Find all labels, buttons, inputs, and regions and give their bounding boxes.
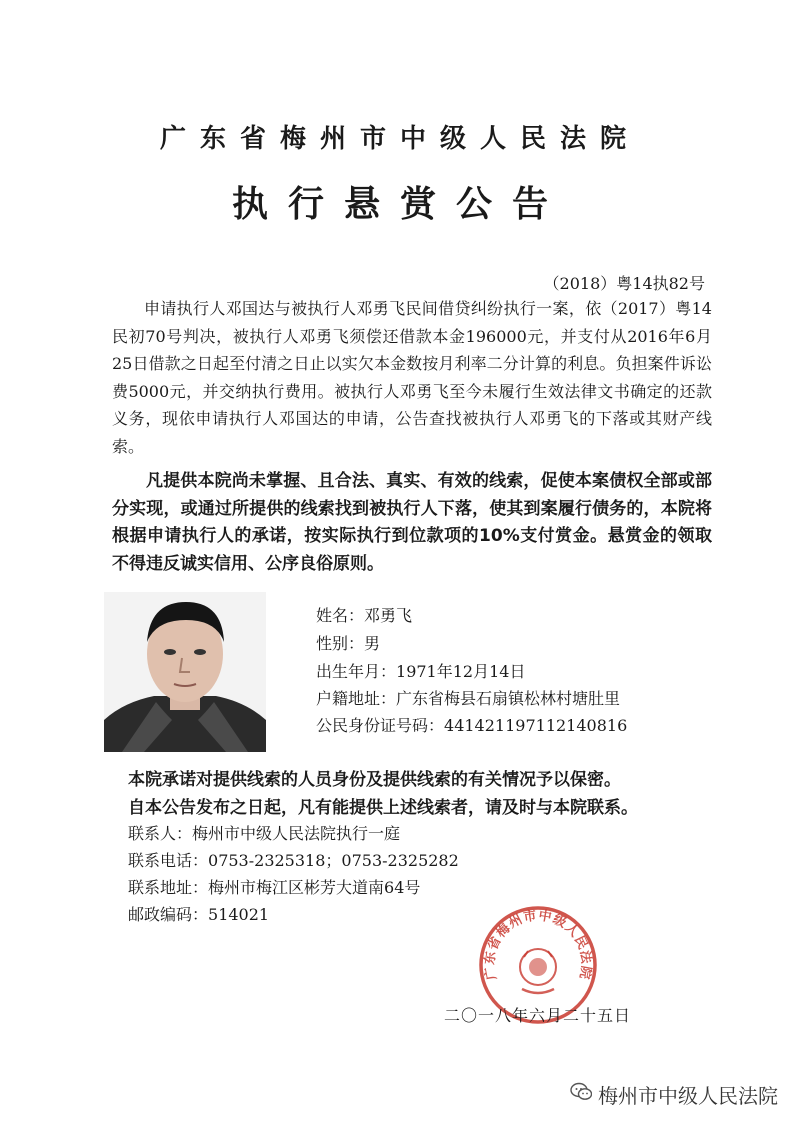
court-name: 广东省梅州市中级人民法院 (159, 124, 640, 154)
id-label: 公民身份证号码： (316, 716, 445, 735)
person-gender-row (316, 631, 380, 654)
person-id-row (316, 713, 627, 736)
gender-label: 性别： (316, 634, 365, 653)
contact-address: 梅州市梅江区彬芳大道南64号 (208, 878, 421, 897)
wechat-icon (570, 1082, 592, 1107)
case-number: （2018）粤14执82号 (543, 274, 705, 293)
watermark-text: 梅州市中级人民法院 (598, 1084, 778, 1108)
contact-address-label: 联系地址： (128, 878, 209, 897)
postcode-label: 邮政编码： (128, 905, 209, 924)
contact-address-row (128, 875, 420, 898)
address-label: 户籍地址： (316, 689, 397, 708)
person-gender: 男 (364, 634, 381, 653)
wechat-watermark (570, 1080, 778, 1109)
postcode: 514021 (208, 905, 270, 924)
person-id-number: 441421197112140816 (444, 716, 628, 735)
person-dob: 1971年12月14日 (396, 662, 526, 681)
contact-person: 梅州市中级人民法院执行一庭 (192, 824, 401, 843)
case-paragraph: 申请执行人邓国达与被执行人邓勇飞民间借贷纠纷执行一案，依（2017）粤14民初70号判决，被执行人邓勇飞须偿还借款本金196000元，并支付从2016年6月25日借款之日起至付清之日止以实欠本金数按月利率二分计算的利息。负担案件诉讼费5000元，并交纳执行费用。被执行人邓勇飞至今未履行生效法律文书确定的还款义务，现依申请执行人邓国达的申请，公告查找被执行人邓勇飞的下落或其财产线索。 (112, 299, 712, 456)
svg-text:广东省梅州市中级人民法院: 广东省梅州市中级人民法院 (482, 908, 594, 982)
person-address-row (316, 686, 620, 709)
person-address: 广东省梅县石扇镇松林村塘肚里 (396, 689, 621, 708)
dob-label: 出生年月： (316, 662, 397, 681)
postcode-row (128, 902, 269, 925)
person-name-row (316, 603, 412, 626)
person-name: 邓勇飞 (364, 606, 413, 625)
contact-phone-row (128, 848, 459, 871)
contact-call: 自本公告发布之日起，凡有能提供上述线索者，请及时与本院联系。 (128, 798, 638, 818)
contact-phone-label: 联系电话： (128, 851, 209, 870)
notice-title: 执行悬赏公告 (231, 183, 568, 225)
person-dob-row (316, 659, 525, 682)
person-photo (104, 592, 266, 752)
reward-paragraph: 凡提供本院尚未掌握、且合法、真实、有效的线索，促使本案债权全部或部分实现，或通过所提供的线索找到被执行人下落，使其到案履行债务的，本院将根据申请执行人的承诺，按实际执行到位款项的10%支付赏金。悬赏金的领取不得违反诚实信用、公序良俗原则。 (112, 471, 712, 574)
contact-person-row (128, 821, 400, 844)
contact-phone: 0753-2325318；0753-2325282 (208, 851, 459, 870)
confidentiality-pledge: 本院承诺对提供线索的人员身份及提供线索的有关情况予以保密。 (128, 770, 621, 790)
contact-person-label: 联系人： (128, 824, 193, 843)
name-label: 姓名： (316, 606, 365, 625)
notice-date: 二〇一八年六月二十五日 (444, 1006, 632, 1025)
